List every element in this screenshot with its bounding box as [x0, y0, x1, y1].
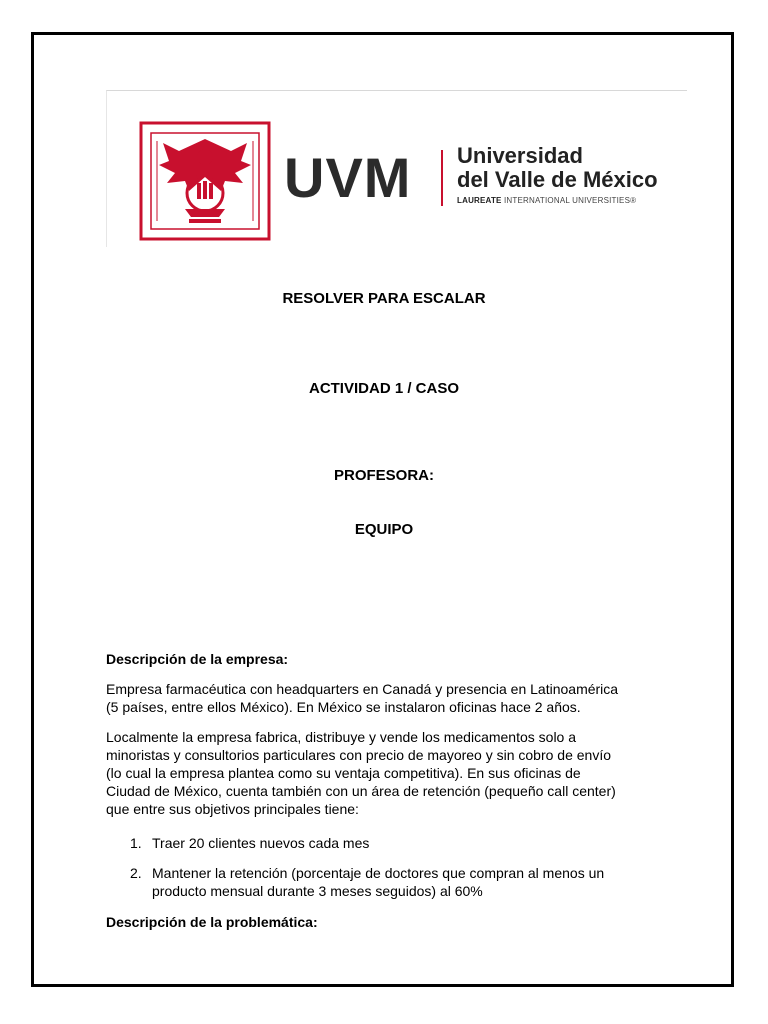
- laureate-bold: LAUREATE: [457, 196, 502, 205]
- list-text-line1: Mantener la retención (porcentaje de doctores que compran al menos un: [152, 865, 605, 881]
- list-number: 1.: [130, 835, 142, 851]
- para1-line2: (5 países, entre ellos México). En México se instalaron oficinas hace 2 años.: [106, 699, 581, 715]
- course-title: RESOLVER PARA ESCALAR: [282, 290, 486, 307]
- university-seal-icon: [139, 121, 271, 241]
- list-text: [152, 864, 672, 900]
- problem-heading: Descripción de la problemática:: [106, 914, 318, 930]
- para2-line2: minoristas y consultorios particulares con precio de mayoreo y sin cobro de envío: [106, 747, 612, 763]
- para2-line3: (lo cual la empresa plantea como su ventaja competitiva). En sus oficinas de: [106, 765, 581, 781]
- list-number: 2.: [130, 865, 142, 881]
- para2-line4: Ciudad de México, cuenta también con un área de retención (pequeño call center): [106, 783, 616, 799]
- list-text: Traer 20 clientes nuevos cada mes: [152, 835, 370, 851]
- company-heading: Descripción de la empresa:: [106, 651, 289, 667]
- laureate-rest: INTERNATIONAL UNIVERSITIES®: [504, 196, 637, 205]
- university-name-line1: Universidad: [457, 143, 583, 168]
- svg-text:RESPONSABLE DE LO QUE: RESPONSABLE DE LO QUE: [161, 230, 249, 237]
- brand-wordmark: UVM: [284, 146, 412, 209]
- professor-label: PROFESORA:: [333, 467, 434, 484]
- list-text-line2: producto mensual durante 3 meses seguidos) al 60%: [152, 883, 483, 899]
- activity-title: ACTIVIDAD 1 / CASO: [308, 380, 459, 397]
- para1-line1: Empresa farmacéutica con headquarters en Canadá y presencia en Latinoamérica: [106, 681, 619, 697]
- para2-line5: que entre sus objetivos principales tiene:: [106, 801, 359, 817]
- university-name-line2: del Valle de México: [457, 167, 658, 192]
- laureate-tagline: [457, 196, 636, 205]
- team-label: EQUIPO: [354, 521, 414, 538]
- logo-divider: [441, 150, 443, 206]
- company-para-2: [106, 728, 676, 818]
- para2-line1: Localmente la empresa fabrica, distribuye y vende los medicamentos solo a: [106, 729, 577, 745]
- company-para-1: [106, 680, 676, 716]
